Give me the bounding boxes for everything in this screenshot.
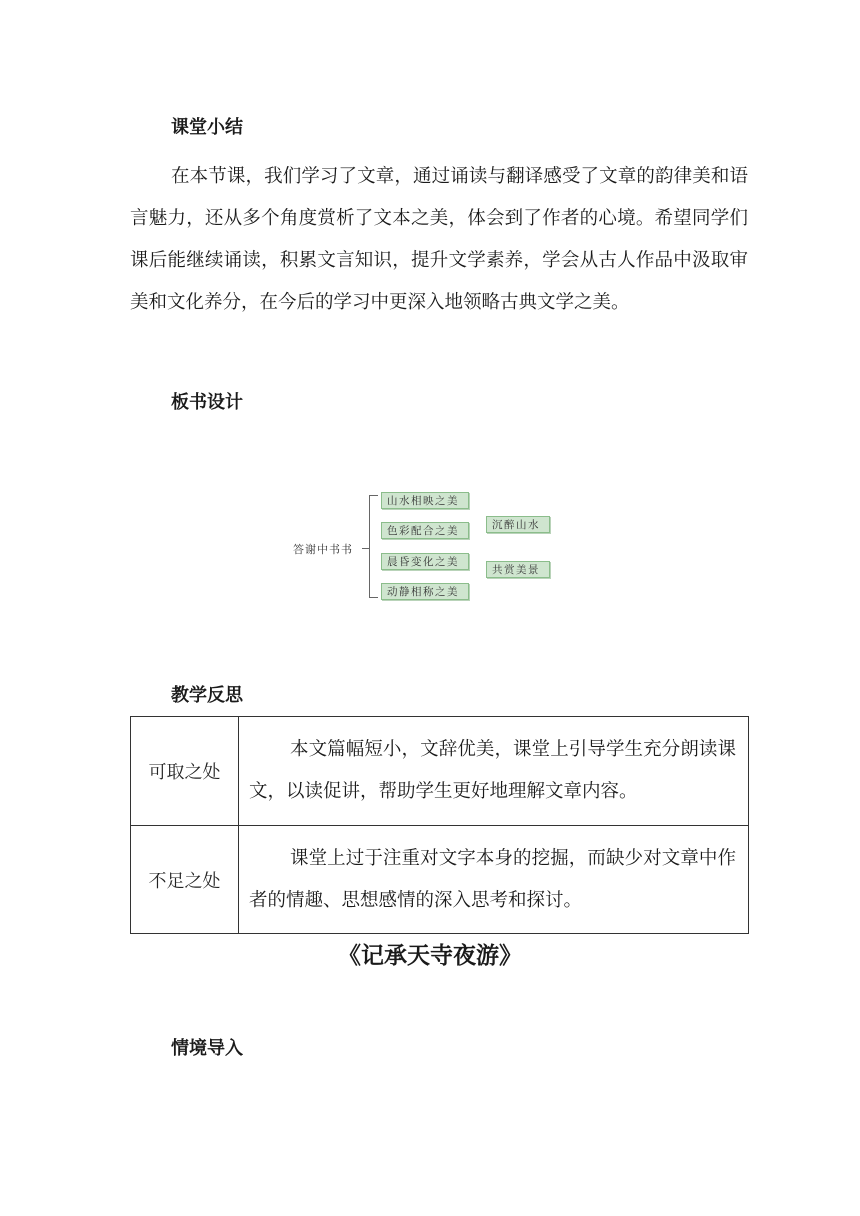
reflection-heading: 教学反思 <box>171 685 243 706</box>
diagram-bracket-tick <box>362 548 369 549</box>
row-text: 课堂上过于注重对文字本身的挖掘，而缺少对文章中作者的情趣、思想感情的深入思考和探讨。 <box>249 847 736 911</box>
row-content <box>239 717 749 826</box>
table-row <box>131 826 749 934</box>
diagram-conclusion-box: 共赏美景 <box>486 561 550 578</box>
diagram-branch-box: 山水相映之美 <box>381 492 469 509</box>
diagram-root-label: 答谢中书书 <box>293 543 353 556</box>
reflection-table <box>130 716 749 934</box>
diagram-branch-box: 晨昏变化之美 <box>381 553 469 570</box>
board-design-heading: 板书设计 <box>171 392 243 413</box>
diagram-bracket <box>369 495 378 598</box>
diagram-conclusion-box: 沉醉山水 <box>486 516 550 533</box>
intro-heading: 情境导入 <box>171 1038 243 1059</box>
summary-paragraph: 在本节课，我们学习了文章，通过诵读与翻译感受了文章的韵律美和语言魅力，还从多个角度赏析了文本之美，体会到了作者的心境。希望同学们课后能继续诵读，积累文言知识，提升文学素养，学会从古人作品中汲取审美和文化养分，在今后的学习中更深入地领略古典文学之美。 <box>130 166 748 313</box>
diagram-branch-box: 色彩配合之美 <box>381 522 469 539</box>
row-content <box>239 826 749 934</box>
lesson-title: 《记承天寺夜游》 <box>338 943 522 969</box>
row-label: 不足之处 <box>131 826 239 934</box>
row-label: 可取之处 <box>131 717 239 826</box>
row-text: 本文篇幅短小，文辞优美，课堂上引导学生充分朗读课文，以读促讲，帮助学生更好地理解文章内容。 <box>249 739 736 802</box>
summary-heading: 课堂小结 <box>171 117 243 138</box>
diagram-branch-box: 动静相称之美 <box>381 583 469 600</box>
board-design-diagram <box>290 486 560 606</box>
table-row <box>131 717 749 826</box>
